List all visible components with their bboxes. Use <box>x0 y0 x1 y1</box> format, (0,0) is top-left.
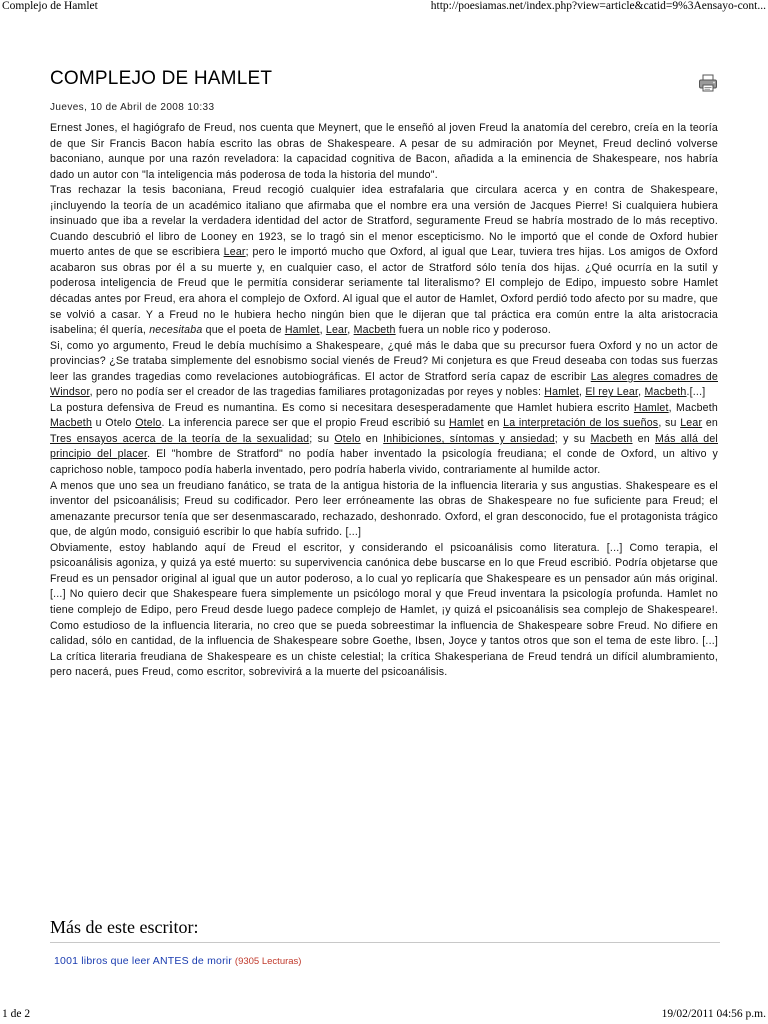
paragraph-text: , su <box>658 417 681 430</box>
paragraph-text: , Macbeth <box>668 401 718 414</box>
paragraph-text: Tras rechazar la tesis baconiana, Freud recogió cualquier idea estrafalaria que circulara acerca y en contra de Shakespeare, ¡incluyendo la teoría de un académico italiano que afirmaba que el nombre era una versión de Jacques Pierre! Si cualquiera hubiera insinuado que iba a revelar la verdadera identidad del actor de Stratford, seguramente Freud se habría mostrado de lo más receptivo. Cuando descubrió el libro de Looney en 1923, se lo tragó sin el menor escepticismo. No le importó que el conde de Oxford hubier muerto antes de que se escribiera <box>50 184 718 259</box>
article-paragraph <box>50 541 718 681</box>
work-link[interactable]: Hamlet <box>449 417 484 430</box>
paragraph-text: en <box>702 417 718 430</box>
paragraph-text: ; su <box>309 432 335 445</box>
print-header-url: http://poesiamas.net/index.php?view=article&catid=9%3Aensayo-cont... <box>430 0 766 12</box>
work-link[interactable]: Hamlet <box>284 324 320 337</box>
work-link[interactable]: Hamlet <box>633 401 669 414</box>
paragraph-text: , <box>319 324 326 337</box>
paragraph-text: . El "hombre de Stratford" no podía haber inventado la psicología freudiana; el conde de Oxford, un altivo y caprichoso noble, tampoco podía haberla inventado, pero podría haberla vivido, contrariamente al humilde actor. <box>50 448 718 477</box>
paragraph-text: ; y su <box>554 432 591 445</box>
paragraph-text: , <box>638 386 645 399</box>
paragraph-text: fuera un noble rico y poderoso. <box>395 324 552 337</box>
work-link[interactable]: Macbeth <box>353 324 396 337</box>
paragraph-text: Ernest Jones, el hagiógrafo de Freud, nos cuenta que Meynert, que le enseñó al joven Freud la anatomía del cerebro, creía en la teoría de que Sir Francis Bacon había escrito las obras de Shakespeare. A pesar de su admiración por Meynet, Freud declinó volverse baconiano, aunque por una razón reveladora: la capacidad cognitiva de Bacon, añadida a la eminencia de Shakespeare, nos habría dado un autor con "la inteligencia más poderosa de toda la historia del mundo". <box>50 122 718 181</box>
work-link[interactable]: Lear <box>680 417 703 430</box>
paragraph-text: en <box>483 417 504 430</box>
related-article-link[interactable]: 1001 libros que leer ANTES de morir <box>54 955 232 967</box>
article-paragraph <box>50 339 718 401</box>
print-footer <box>0 1008 768 1024</box>
work-link[interactable]: Macbeth <box>644 386 687 399</box>
work-link[interactable]: Macbeth <box>50 417 93 430</box>
article-date: Jueves, 10 de Abril de 2008 10:33 <box>50 102 215 113</box>
work-link[interactable]: Otelo <box>135 417 162 430</box>
emphasis-text: necesitaba <box>149 324 203 337</box>
work-link[interactable]: La interpretación de los sueños <box>503 417 659 430</box>
paragraph-text: , <box>347 324 354 337</box>
print-header <box>0 0 768 16</box>
printer-icon[interactable] <box>698 74 718 92</box>
article-paragraph <box>50 401 718 479</box>
work-link[interactable]: Inhibiciones, síntomas y ansiedad <box>383 432 555 445</box>
paragraph-text: en <box>632 432 656 445</box>
paragraph-text: que el poeta de <box>202 324 285 337</box>
work-link[interactable]: Hamlet <box>544 386 580 399</box>
paragraph-text: . La inferencia parece ser que el propio Freud escribió su <box>161 417 450 430</box>
more-from-writer-list <box>54 955 301 967</box>
page-number: 1 de 2 <box>2 1008 31 1020</box>
paragraph-text: Obviamente, estoy hablando aquí de Freud el escritor, y considerando el psicoanálisis como literatura. [...] Como terapia, el psicoanálisis agoniza, y quizá ya esté muerto: su supervivencia canónica debe buscarse en lo que Freud escribió. Podría objetarse que Freud es un pensador original al igual que un autor poderoso, a lo cual yo replicaría que Shakespeare es un pensador aún más original. [...] No quiero decir que Shakespeare fuera simplemente un psicólogo moral y que Freud inventara la psicología profunda. Hamlet no tiene complejo de Edipo, pero Freud desde luego padece complejo de Hamlet, ¡y quizá el psicoanálisis sea complejo de Shakespeare!. Como estudioso de la influencia literaria, no creo que se pueda sobreestimar la influencia de Shakespeare sobre Freud. No difiere en calidad, sólo en cantidad, de la influencia de Shakespeare sobre Goethe, Ibsen, Joyce y tantos otros que son el tema de este libro. [...] La crítica literaria freudiana de Shakespeare es un chiste celestial; la crítica Shakesperiana de Freud tendrá un difícil alumbramiento, pero nacerá, pues Freud, como escritor, sobrevivirá a la muerte del psicoanálisis. <box>50 541 718 679</box>
article-paragraph <box>50 479 718 541</box>
paragraph-text: .[...] <box>686 386 706 399</box>
paragraph-text: Si, como yo argumento, Freud le debía muchísimo a Shakespeare, ¿qué más le daba que su precursor fuera Oxford y no un actor de provincias? ¿Se trataba simplemente del esnobismo social vienés de Freud? Mi conjetura es que Freud deseaba con todas sus fuerzas leer las grandes tragedias como revelaciones autobiográficas. El actor de Stratford sería capaz de escribir <box>50 339 718 383</box>
work-link[interactable]: Macbeth <box>590 432 633 445</box>
paragraph-text: , <box>579 386 586 399</box>
work-link[interactable]: Lear <box>223 246 246 259</box>
article-body <box>50 121 718 681</box>
work-link[interactable]: Otelo <box>334 432 361 445</box>
paragraph-text: u Otelo <box>92 417 136 430</box>
paragraph-text: La postura defensiva de Freud es numantina. Es como si necesitara desesperadamente que Hamlet hubiera escrito <box>50 401 634 414</box>
more-from-writer-heading: Más de este escritor: <box>50 917 720 943</box>
work-link[interactable]: Las alegres comadres de Windsor <box>50 370 718 399</box>
article-paragraph <box>50 183 718 338</box>
paragraph-text: ; pero le importó mucho que Oxford, al igual que Lear, tuviera tres hijas. Los amigos de Oxford acabaron sus obras por él a su muerte y, en cualquier caso, el actor de Stratford sólo tenía dos hijas. ¿Qué ocurría en la sutil y poderosa inteligencia de Freud que le permitía considerar seriamente tal literalismo? El complejo de Edipo, impuesto sobre Hamlet décadas antes por Freud, era ahora el complejo de Oxford. Al igual que el autor de Hamlet, Oxford perdió todo afecto por su madre, que se volvió a casar. Y a Freud no le hubiera hecho ningún bien que le dijeran que tal práctica era común entre la alta aristocracia isabelina; él quería, <box>50 246 718 337</box>
print-timestamp: 19/02/2011 04:56 p.m. <box>661 1008 766 1020</box>
paragraph-text: A menos que uno sea un freudiano fanático, se trata de la antigua historia de la influencia literaria y sus angustias. Shakespeare es el inventor del psicoanálisis; Freud su codificador. Pero leer erróneamente las obras de Shakespeare no fue suficiente para Freud; el amenazante precursor tenía que ser desenmascarado, rechazado, deshonrado. Oxford, el gran desconocido, fue el protagonista trágico que, de algún modo, consiguió escribir lo que había sufrido. [...] <box>50 479 718 539</box>
paragraph-text: en <box>360 432 384 445</box>
work-link[interactable]: Tres ensayos acerca de la teoría de la sexualidad <box>50 432 310 445</box>
paragraph-text: , pero no podía ser el creador de las tragedias familiares protagonizadas por reyes y nobles: <box>89 386 545 399</box>
print-header-title: Complejo de Hamlet <box>2 0 98 12</box>
more-list-item <box>54 955 301 967</box>
article-paragraph <box>50 121 718 183</box>
read-count: (9305 Lecturas) <box>234 956 302 967</box>
work-link[interactable]: El rey Lear <box>585 386 639 399</box>
work-link[interactable]: Lear <box>325 324 348 337</box>
work-link[interactable]: Más allá del principio del placer <box>50 432 718 461</box>
article-title: COMPLEJO DE HAMLET <box>50 68 273 89</box>
